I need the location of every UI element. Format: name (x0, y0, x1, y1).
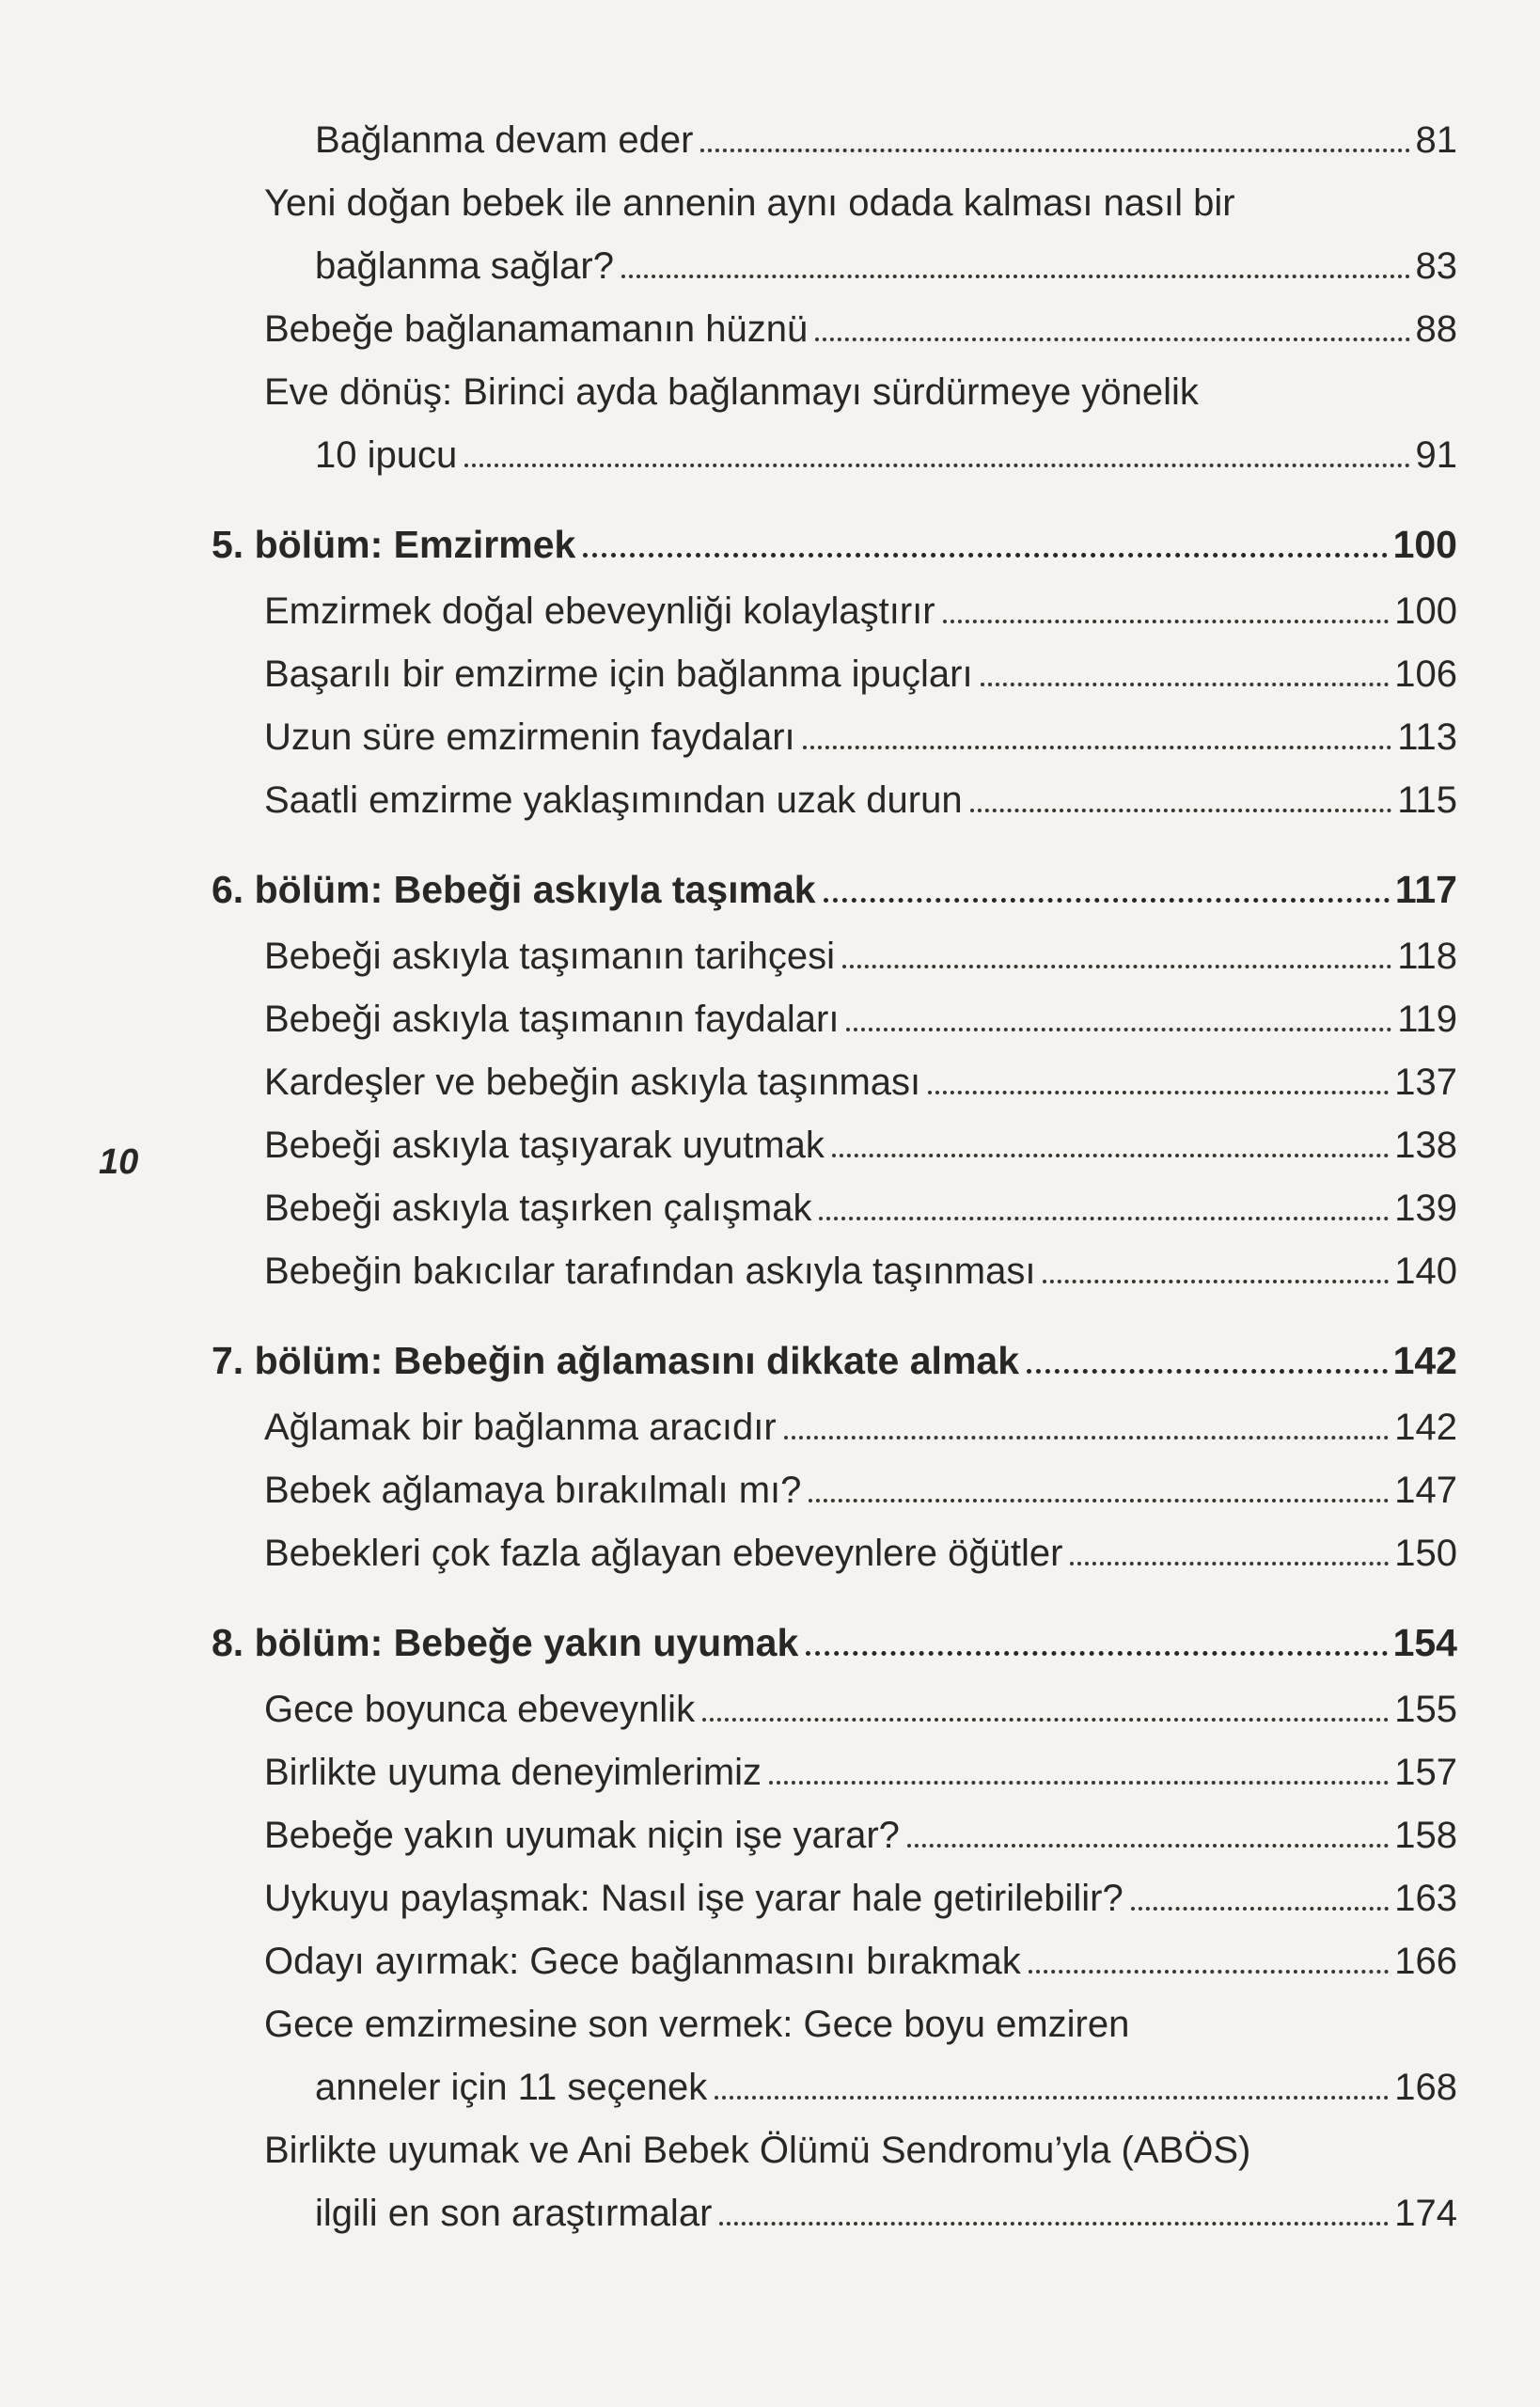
entry-page-number: 142 (1392, 1339, 1457, 1382)
entry-page-number: 147 (1394, 1470, 1457, 1511)
toc-entry (212, 769, 1457, 832)
dot-leader (943, 620, 1390, 623)
dot-leader (846, 1028, 1391, 1031)
entry-page-number: 154 (1392, 1621, 1457, 1664)
chapter-title: 6. bölüm: Bebeği askıyla taşımak (212, 868, 816, 911)
dot-leader (715, 2096, 1389, 2100)
entry-page-number: 83 (1415, 245, 1457, 287)
dot-leader (832, 1154, 1389, 1157)
toc-chapter (212, 1612, 1457, 1675)
dot-leader (700, 149, 1409, 152)
toc-chapter (212, 513, 1457, 576)
entry-page-number: 115 (1397, 779, 1457, 821)
toc-entry-line: Gece emzirmesine son vermek: Gece boyu emziren (264, 2004, 1130, 2045)
entry-page-number: 137 (1394, 1062, 1457, 1103)
toc-entry (212, 1522, 1457, 1585)
entry-page-number: 113 (1397, 716, 1457, 758)
toc-entry (212, 1459, 1457, 1522)
toc-chapter (212, 858, 1457, 921)
toc-entry (212, 2056, 1457, 2119)
dot-leader (819, 1217, 1389, 1220)
dot-leader (583, 553, 1387, 558)
dot-leader (928, 1091, 1389, 1094)
entry-page-number: 150 (1394, 1533, 1457, 1574)
entry-title: Bebeği askıyla taşırken çalışmak (264, 1188, 812, 1229)
toc-chapter (212, 1329, 1457, 1392)
dot-leader (1027, 1369, 1388, 1374)
toc-entry (212, 1396, 1457, 1459)
entry-title: Bebeğe yakın uyumak niçin işe yarar? (264, 1815, 900, 1856)
toc-entry (212, 988, 1457, 1051)
toc-entry (212, 1114, 1457, 1177)
entry-page-number: 117 (1394, 868, 1457, 911)
dot-leader (907, 1844, 1389, 1848)
toc-entry (212, 925, 1457, 988)
dot-leader (806, 1651, 1387, 1656)
entry-page-number: 106 (1394, 653, 1457, 695)
toc-entry (212, 1867, 1457, 1930)
toc-entry (212, 1240, 1457, 1303)
dot-leader (842, 965, 1391, 968)
dot-leader (464, 464, 1409, 467)
page-number: 10 (99, 1142, 139, 1182)
entry-title: Ağlamak bir bağlanma aracıdır (264, 1407, 777, 1448)
entry-page-number: 157 (1394, 1752, 1457, 1793)
entry-page-number: 138 (1394, 1125, 1457, 1166)
toc-entry (212, 1678, 1457, 1741)
entry-title: Uzun süre emzirmenin faydaları (264, 716, 795, 758)
toc-entry-line: Yeni doğan bebek ile annenin aynı odada kalması nasıl bir (264, 182, 1235, 224)
chapter-title: 7. bölüm: Bebeğin ağlamasını dikkate almak (212, 1339, 1019, 1382)
chapter-title: 8. bölüm: Bebeğe yakın uyumak (212, 1621, 799, 1664)
entry-title: bağlanma sağlar? (315, 245, 614, 287)
entry-title: Bebeğin bakıcılar tarafından askıyla taşınması (264, 1251, 1036, 1292)
entry-title: Bağlanma devam eder (315, 119, 694, 161)
toc-entry (212, 235, 1457, 298)
entry-title: Gece boyunca ebeveynlik (264, 1689, 696, 1730)
toc-entry (212, 1051, 1457, 1114)
toc-entry-line: Eve dönüş: Birinci ayda bağlanmayı sürdürmeye yönelik (264, 371, 1199, 413)
entry-title: Bebek ağlamaya bırakılmalı mı? (264, 1470, 802, 1511)
dot-leader (621, 275, 1410, 278)
dot-leader (1029, 1970, 1389, 1974)
entry-page-number: 174 (1394, 2193, 1457, 2234)
entry-page-number: 118 (1397, 936, 1457, 977)
entry-page-number: 142 (1394, 1407, 1457, 1448)
entry-page-number: 88 (1415, 308, 1457, 350)
dot-leader (1043, 1280, 1389, 1283)
toc-entry (212, 706, 1457, 769)
dot-leader (809, 1499, 1389, 1502)
toc-entry (212, 1930, 1457, 1993)
entry-page-number: 100 (1394, 590, 1457, 632)
entry-title: Bebeğe bağlanamamanın hüznü (264, 308, 809, 350)
entry-title: Uykuyu paylaşmak: Nasıl işe yarar hale getirilebilir? (264, 1878, 1124, 1919)
entry-page-number: 155 (1394, 1689, 1457, 1730)
entry-title: Saatli emzirme yaklaşımından uzak durun (264, 779, 963, 821)
toc-entry (212, 643, 1457, 706)
toc-entry-line: Birlikte uyumak ve Ani Bebek Ölümü Sendromu’yla (ABÖS) (264, 2130, 1251, 2171)
table-of-contents (212, 109, 1457, 2245)
entry-title: Bebeği askıyla taşıyarak uyutmak (264, 1125, 825, 1166)
toc-entry (212, 109, 1457, 172)
dot-leader (815, 338, 1409, 341)
entry-title: Bebekleri çok fazla ağlayan ebeveynlere öğütler (264, 1533, 1063, 1574)
entry-page-number: 168 (1394, 2067, 1457, 2108)
dot-leader (803, 746, 1392, 749)
entry-title: Bebeği askıyla taşımanın faydaları (264, 999, 840, 1040)
dot-leader (824, 898, 1390, 903)
entry-title: Kardeşler ve bebeğin askıyla taşınması (264, 1062, 921, 1103)
entry-page-number: 140 (1394, 1251, 1457, 1292)
chapter-title: 5. bölüm: Emzirmek (212, 523, 576, 566)
dot-leader (719, 2222, 1389, 2226)
entry-page-number: 100 (1392, 523, 1457, 566)
entry-page-number: 139 (1394, 1188, 1457, 1229)
entry-title: 10 ipucu (315, 434, 458, 476)
entry-title: Odayı ayırmak: Gece bağlanmasını bırakmak (264, 1941, 1021, 1982)
entry-page-number: 158 (1394, 1815, 1457, 1856)
toc-entry (212, 1741, 1457, 1804)
dot-leader (981, 683, 1390, 686)
dot-leader (1131, 1907, 1390, 1911)
toc-entry (212, 1804, 1457, 1867)
toc-entry (212, 580, 1457, 643)
entry-page-number: 81 (1415, 119, 1457, 161)
entry-title: Bebeği askıyla taşımanın tarihçesi (264, 936, 835, 977)
entry-page-number: 119 (1397, 999, 1457, 1040)
entry-title: Başarılı bir emzirme için bağlanma ipuçları (264, 653, 973, 695)
entry-page-number: 163 (1394, 1878, 1457, 1919)
dot-leader (1070, 1562, 1389, 1565)
entry-title: anneler için 11 seçenek (315, 2067, 708, 2108)
entry-title: Emzirmek doğal ebeveynliği kolaylaştırır (264, 590, 935, 632)
dot-leader (769, 1781, 1389, 1785)
dot-leader (970, 809, 1392, 812)
entry-page-number: 91 (1415, 434, 1457, 476)
entry-page-number: 166 (1394, 1941, 1457, 1982)
toc-entry (212, 424, 1457, 487)
toc-entry (212, 2182, 1457, 2245)
toc-entry (212, 1177, 1457, 1240)
entry-title: Birlikte uyuma deneyimlerimiz (264, 1752, 762, 1793)
toc-entry (212, 298, 1457, 361)
dot-leader (702, 1718, 1389, 1722)
entry-title: ilgili en son araştırmalar (315, 2193, 713, 2234)
dot-leader (784, 1436, 1390, 1439)
